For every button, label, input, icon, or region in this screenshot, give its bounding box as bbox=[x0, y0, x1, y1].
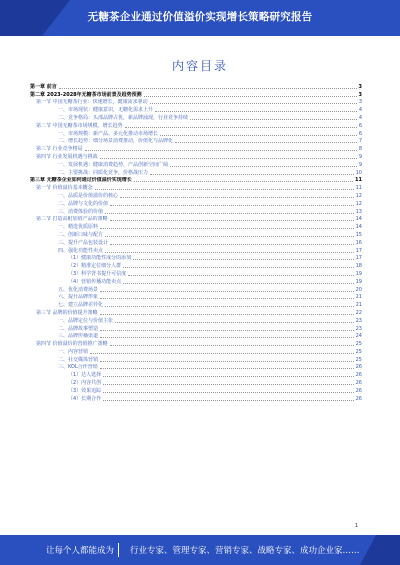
toc-leader-dots bbox=[105, 213, 354, 214]
toc-entry[interactable] bbox=[30, 223, 362, 231]
toc-heading: 内容目录 bbox=[171, 59, 228, 73]
toc-entry-page: 25 bbox=[355, 356, 362, 363]
toc-entry-title: 二、主要挑战：同质化竞争，价格战压力 bbox=[58, 169, 149, 176]
footer-roles: 行业专家、管理专家、营销专家、战略专家、成功企业家…… bbox=[130, 546, 360, 556]
toc-entry-title: 六、提升品牌形象 bbox=[58, 294, 99, 301]
toc-leader-dots bbox=[123, 267, 353, 268]
toc-leader-dots bbox=[100, 368, 354, 369]
toc-entry-page: 23 bbox=[355, 317, 362, 324]
toc-leader-dots bbox=[103, 392, 353, 393]
toc-entry-page: 19 bbox=[355, 270, 362, 277]
toc-entry-title: 第四节 行业发展机遇与挑战 bbox=[36, 153, 98, 160]
toc-entry[interactable] bbox=[30, 192, 362, 200]
toc-entry[interactable] bbox=[30, 371, 362, 379]
toc-entry[interactable] bbox=[30, 286, 362, 294]
toc-entry-page: 16 bbox=[355, 239, 362, 246]
toc-entry[interactable] bbox=[30, 356, 362, 364]
toc-entry[interactable] bbox=[30, 99, 362, 107]
toc-entry-page: 13 bbox=[355, 208, 362, 215]
toc-entry[interactable] bbox=[30, 200, 362, 208]
page-number: 1 bbox=[354, 523, 358, 529]
footer-slogan: 让每个人都能成为 bbox=[46, 546, 115, 556]
table-of-contents bbox=[30, 83, 362, 403]
toc-entry-page: 9 bbox=[358, 153, 362, 160]
toc-entry-title: 四、强化功能性卖点 bbox=[58, 247, 104, 254]
toc-entry[interactable] bbox=[30, 340, 362, 348]
toc-entry[interactable] bbox=[30, 239, 362, 247]
toc-entry[interactable] bbox=[30, 145, 362, 153]
toc-entry-page: 3 bbox=[358, 99, 362, 106]
toc-entry-title: （3）效果追踪 bbox=[68, 387, 102, 394]
toc-entry-title: 一、精选优质原料 bbox=[58, 224, 99, 231]
toc-entry-page: 20 bbox=[355, 286, 362, 293]
toc-entry-title: 二、创新口味与配方 bbox=[58, 231, 104, 238]
toc-leader-dots bbox=[144, 96, 357, 97]
toc-entry-title: 三、KOL合作营销 bbox=[58, 364, 98, 371]
toc-leader-dots bbox=[134, 181, 353, 182]
toc-leader-dots bbox=[90, 353, 354, 354]
toc-leader-dots bbox=[103, 384, 353, 385]
toc-leader-dots bbox=[110, 205, 354, 206]
toc-entry-title: 一、发展机遇：健康消费趋势，产品创新空间广阔 bbox=[58, 161, 169, 168]
toc-entry[interactable] bbox=[30, 161, 362, 169]
toc-entry-title: 第一节 价值溢价基本概念 bbox=[36, 185, 93, 192]
toc-entry-title: 第一章 前言 bbox=[30, 83, 57, 90]
toc-leader-dots bbox=[100, 330, 354, 331]
toc-leader-dots bbox=[85, 150, 357, 151]
toc-entry-title: 七、建立品牌差异化 bbox=[58, 302, 104, 309]
toc-entry[interactable] bbox=[30, 114, 362, 122]
toc-entry[interactable] bbox=[30, 106, 362, 114]
toc-leader-dots bbox=[59, 88, 357, 89]
toc-entry-page: 21 bbox=[355, 302, 362, 309]
toc-leader-dots bbox=[128, 275, 353, 276]
toc-entry-page: 12 bbox=[355, 200, 362, 207]
toc-entry-title: 二、品牌故事塑造 bbox=[58, 325, 99, 332]
toc-entry-title: 一、市场规模：新产品、多元化推动市场增长 bbox=[58, 130, 159, 137]
toc-entry-page: 24 bbox=[355, 333, 362, 340]
toc-entry-page: 26 bbox=[355, 387, 362, 394]
toc-entry-page: 11 bbox=[355, 185, 362, 192]
toc-entry[interactable] bbox=[30, 379, 362, 387]
toc-leader-dots bbox=[110, 244, 354, 245]
toc-leader-dots bbox=[125, 127, 357, 128]
footer-bar bbox=[0, 535, 400, 565]
toc-entry-title: 第一节 中国无糖茶行业：快速增长，健康需求驱动 bbox=[36, 99, 148, 106]
toc-entry[interactable] bbox=[30, 301, 362, 309]
toc-entry-page: 17 bbox=[355, 247, 362, 254]
toc-entry[interactable] bbox=[30, 387, 362, 395]
toc-entry[interactable] bbox=[30, 208, 362, 216]
toc-entry[interactable] bbox=[30, 255, 362, 263]
toc-leader-dots bbox=[120, 197, 354, 198]
toc-entry-page: 6 bbox=[358, 122, 362, 129]
toc-entry-page: 14 bbox=[355, 224, 362, 231]
toc-entry-title: （4）长期合作 bbox=[68, 395, 102, 402]
toc-entry-title: 五、优化消费场景 bbox=[58, 286, 99, 293]
toc-leader-dots bbox=[100, 314, 354, 315]
toc-leader-dots bbox=[105, 252, 354, 253]
toc-entry-title: 第二节 中国无糖茶市场规模、增长趋势 bbox=[36, 122, 123, 129]
toc-entry[interactable] bbox=[30, 247, 362, 255]
toc-entry-page: 17 bbox=[355, 255, 362, 262]
toc-entry[interactable] bbox=[30, 325, 362, 333]
toc-entry-title: 三、提升产品包装设计 bbox=[58, 239, 109, 246]
toc-entry-title: （1）达人选择 bbox=[68, 372, 102, 379]
toc-entry[interactable] bbox=[30, 348, 362, 356]
toc-entry-title: 一、品质是价值溢价的核心 bbox=[58, 192, 119, 199]
toc-entry-page: 3 bbox=[358, 83, 362, 90]
toc-entry-title: 第三节 行业竞争格局 bbox=[36, 146, 83, 153]
toc-entry-page: 14 bbox=[355, 216, 362, 223]
toc-leader-dots bbox=[110, 220, 354, 221]
toc-leader-dots bbox=[150, 174, 354, 175]
toc-entry-title: （1）健康功能性成分的添加 bbox=[68, 255, 132, 262]
toc-entry-page: 26 bbox=[355, 395, 362, 402]
toc-leader-dots bbox=[100, 228, 354, 229]
toc-entry-page: 26 bbox=[355, 372, 362, 379]
toc-entry-page: 25 bbox=[355, 341, 362, 348]
toc-leader-dots bbox=[103, 400, 353, 401]
toc-leader-dots bbox=[170, 166, 357, 167]
toc-entry[interactable] bbox=[30, 184, 362, 192]
toc-entry-page: 22 bbox=[355, 309, 362, 316]
toc-leader-dots bbox=[100, 158, 357, 159]
toc-entry[interactable] bbox=[30, 231, 362, 239]
toc-leader-dots bbox=[123, 283, 353, 284]
toc-entry-page: 4 bbox=[358, 107, 362, 114]
footer-divider bbox=[118, 543, 119, 557]
toc-entry-title: （3）科学背书提升可信度 bbox=[68, 270, 127, 277]
toc-entry-page: 8 bbox=[358, 146, 362, 153]
toc-leader-dots bbox=[100, 298, 354, 299]
toc-entry[interactable] bbox=[30, 122, 362, 130]
toc-entry-page: 26 bbox=[355, 364, 362, 371]
toc-entry-title: 第二章 2023-2028年无糖茶市场前景及趋势预测 bbox=[30, 91, 142, 98]
toc-entry-title: 第四节 价值溢价的营销推广策略 bbox=[36, 341, 108, 348]
toc-entry-page: 9 bbox=[358, 161, 362, 168]
toc-entry[interactable] bbox=[30, 91, 362, 99]
toc-entry[interactable] bbox=[30, 364, 362, 372]
toc-entry-page: 21 bbox=[355, 294, 362, 301]
toc-entry[interactable] bbox=[30, 83, 362, 91]
toc-leader-dots bbox=[103, 376, 353, 377]
toc-entry-page: 6 bbox=[358, 130, 362, 137]
toc-entry-title: 一、内容营销 bbox=[58, 348, 89, 355]
toc-entry-title: 二、社交媒体营销 bbox=[58, 356, 99, 363]
toc-entry[interactable] bbox=[30, 294, 362, 302]
toc-entry-title: 一、品牌定位与价值主张 bbox=[58, 317, 114, 324]
toc-entry-title: 三、品牌传播渠道 bbox=[58, 333, 99, 340]
toc-entry-page: 7 bbox=[358, 138, 362, 145]
toc-leader-dots bbox=[190, 119, 357, 120]
toc-entry-page: 12 bbox=[355, 192, 362, 199]
toc-leader-dots bbox=[133, 259, 353, 260]
toc-entry[interactable] bbox=[30, 216, 362, 224]
toc-entry-title: 第三节 品牌的价值提升策略 bbox=[36, 309, 98, 316]
toc-entry-title: （4）营销传播功能卖点 bbox=[68, 278, 122, 285]
toc-entry-page: 18 bbox=[355, 263, 362, 270]
report-title: 无糖茶企业通过价值溢价实现增长策略研究报告 bbox=[87, 11, 313, 23]
toc-leader-dots bbox=[100, 361, 354, 362]
toc-entry-title: 一、市场现状：健康意识，无糖化需求上升 bbox=[58, 107, 154, 114]
toc-leader-dots bbox=[105, 306, 354, 307]
toc-entry[interactable] bbox=[30, 270, 362, 278]
toc-entry-page: 10 bbox=[355, 169, 362, 176]
header-bar bbox=[0, 0, 400, 36]
toc-entry-page: 15 bbox=[355, 231, 362, 238]
toc-entry[interactable] bbox=[30, 317, 362, 325]
toc-leader-dots bbox=[155, 111, 357, 112]
toc-entry[interactable] bbox=[30, 278, 362, 286]
footer-accent bbox=[360, 535, 400, 565]
toc-leader-dots bbox=[105, 236, 354, 237]
toc-entry-title: 二、增长趋势：细分场景消费推动，价值化与品牌化 bbox=[58, 138, 174, 145]
toc-entry-page: 23 bbox=[355, 325, 362, 332]
toc-leader-dots bbox=[110, 345, 354, 346]
toc-entry-page: 11 bbox=[355, 177, 362, 184]
toc-entry-title: 第三章 无糖茶企业如何通过价值溢价实现增长 bbox=[30, 177, 132, 184]
toc-entry[interactable] bbox=[30, 138, 362, 146]
toc-leader-dots bbox=[100, 337, 354, 338]
toc-leader-dots bbox=[100, 291, 354, 292]
toc-entry-title: （2）内容共创 bbox=[68, 380, 102, 387]
toc-entry-page: 25 bbox=[355, 348, 362, 355]
toc-entry[interactable] bbox=[30, 130, 362, 138]
toc-leader-dots bbox=[115, 322, 354, 323]
toc-entry[interactable] bbox=[30, 309, 362, 317]
toc-entry[interactable] bbox=[30, 177, 362, 185]
toc-entry-title: 第二节 打造高附加值产品的策略 bbox=[36, 216, 108, 223]
toc-leader-dots bbox=[95, 189, 354, 190]
toc-entry-title: 三、消费体验的价值 bbox=[58, 208, 104, 215]
toc-entry-page: 3 bbox=[358, 91, 362, 98]
toc-entry-title: （2）精准定位细分人群 bbox=[68, 263, 122, 270]
toc-entry[interactable] bbox=[30, 262, 362, 270]
toc-entry[interactable] bbox=[30, 395, 362, 403]
toc-entry-title: 二、竞争格局：头部品牌占优，新品牌涌现，行业竞争持续 bbox=[58, 114, 189, 121]
toc-leader-dots bbox=[160, 135, 357, 136]
toc-entry[interactable] bbox=[30, 333, 362, 341]
toc-entry-title: 二、品牌与文化的价值 bbox=[58, 200, 109, 207]
toc-leader-dots bbox=[175, 142, 357, 143]
toc-entry-page: 4 bbox=[358, 114, 362, 121]
toc-entry-page: 19 bbox=[355, 278, 362, 285]
toc-entry-page: 26 bbox=[355, 380, 362, 387]
toc-entry[interactable] bbox=[30, 169, 362, 177]
toc-leader-dots bbox=[150, 103, 357, 104]
toc-entry[interactable] bbox=[30, 153, 362, 161]
